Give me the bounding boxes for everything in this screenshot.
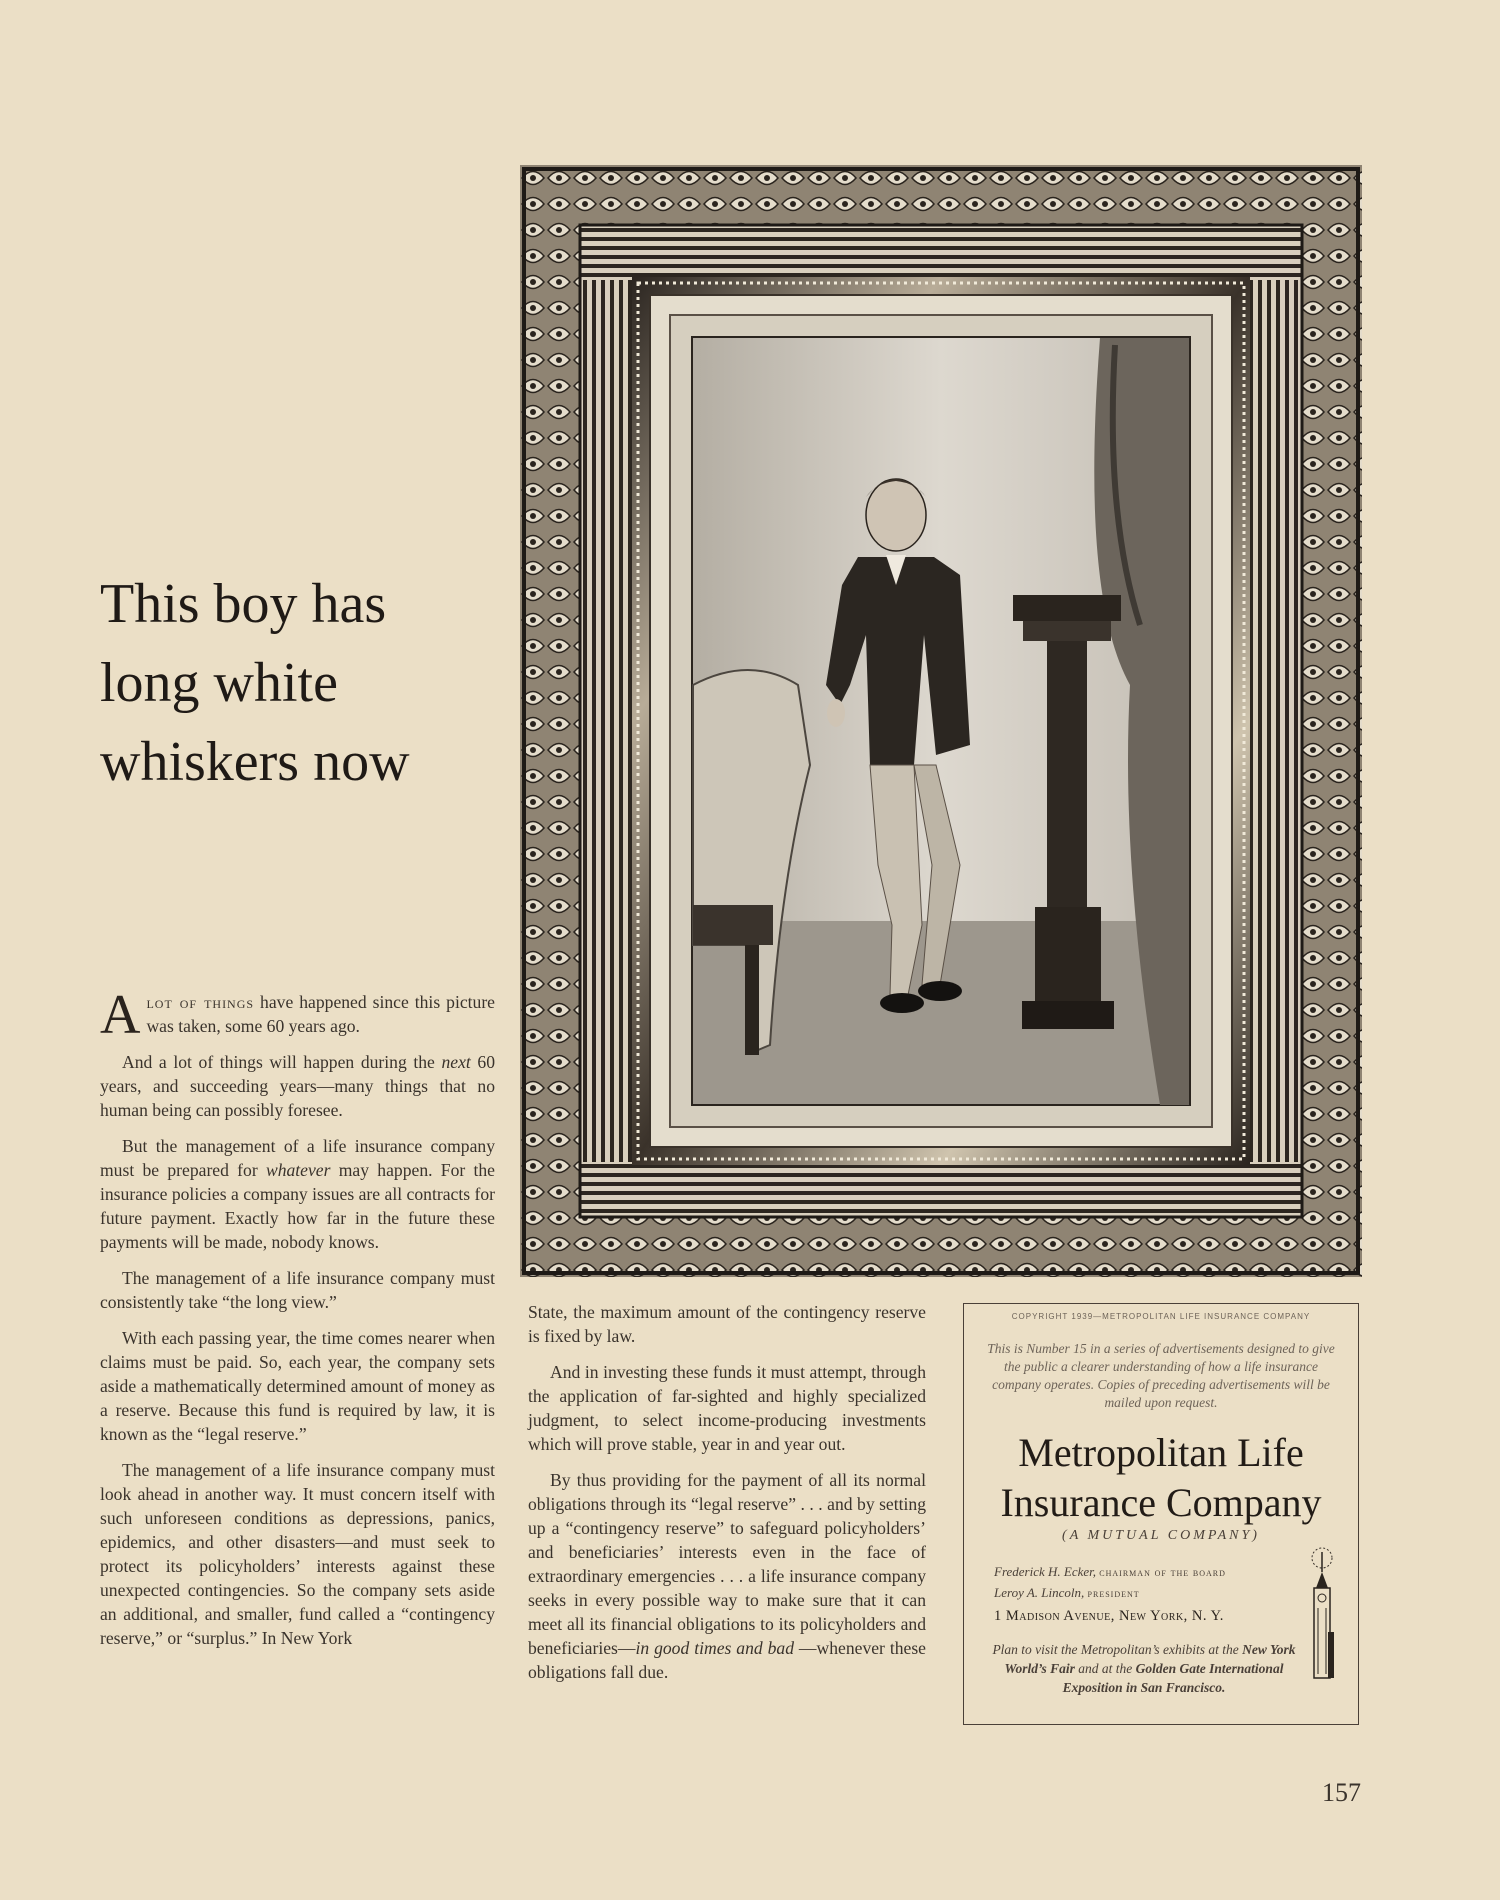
body-paragraph: [100, 1050, 495, 1122]
body-text: have happened since this picture was taken, some 60 years ago.: [146, 992, 495, 1036]
body-paragraph: [100, 984, 495, 1046]
body-text: But the management of a life insurance company must be prepared for: [100, 1136, 495, 1180]
drop-cap: A: [100, 984, 141, 1046]
emphasis: next: [441, 1052, 471, 1072]
chairman-title: chairman of the board: [1099, 1567, 1226, 1579]
company-name-line: Insurance Company: [1000, 1480, 1322, 1525]
fair-invitation: [974, 1640, 1314, 1697]
body-paragraph: The management of a life insurance company must look ahead in another way. It must concern itself with such unforeseen conditions as depressions, panics, epidemics, and other disasters—and must seek to protect its policyholders’ interests against these unexpected contingencies. So the company sets aside an additional, and smaller, fund called a “contingency reserve,” or “surplus.” In New York: [100, 1460, 495, 1648]
chairman-name: Frederick H. Ecker,: [994, 1564, 1097, 1579]
company-address: 1 Madison Avenue, New York, N. Y.: [994, 1608, 1224, 1624]
page-number: 157: [1322, 1778, 1361, 1807]
headline: [100, 565, 500, 802]
tower-logo-icon: [1304, 1542, 1340, 1682]
president-title: president: [1087, 1588, 1140, 1600]
body-column-middle: [528, 1300, 926, 1696]
officers: [994, 1562, 1294, 1604]
copyright-line: COPYRIGHT 1939—METROPOLITAN LIFE INSURANCE COMPANY: [1011, 1312, 1311, 1321]
body-paragraph: With each passing year, the time comes nearer when claims must be paid. So, each year, the company sets aside a mathematically determined amount of money as a reserve. Because this fund is required by law, it is known as the “legal reserve.”: [100, 1328, 495, 1444]
body-paragraph: And in investing these funds it must attempt, through the application of far-sighted and highly specialized judgment, to select income-producing investments which will prove stable, year in and year out.: [528, 1362, 926, 1454]
body-text: And a lot of things will happen during the: [122, 1052, 442, 1072]
body-paragraph: The management of a life insurance company must consistently take “the long view.”: [100, 1268, 495, 1312]
company-name-line: Metropolitan Life: [1018, 1430, 1304, 1475]
emphasis: in good times and bad: [635, 1638, 794, 1658]
body-column-left: [100, 984, 495, 1662]
body-text: —whenever these obligations fall due.: [528, 1638, 926, 1682]
lead-in: lot of things: [146, 992, 255, 1012]
mutual-company-label: (A MUTUAL COMPANY): [1062, 1528, 1260, 1543]
body-paragraph: State, the maximum amount of the contingency reserve is fixed by law.: [528, 1302, 926, 1346]
body-text: 60 years, and succeeding years—many things that no human being can possibly foresee.: [100, 1052, 495, 1120]
body-text: By thus providing for the payment of all its normal obligations through its “legal reserve” . . . and by setting up a “contingency reserve” to safeguard policyholders’ and beneficiaries’ interests even in the face of extraordinary emergencies . . . a life insurance company seeks in every possible way to make sure that it can meet all its financial obligations to its policyholders and beneficiaries—: [528, 1470, 926, 1658]
headline-line: whiskers now: [100, 731, 410, 793]
president-name: Leroy A. Lincoln,: [994, 1585, 1085, 1600]
series-note: This is Number 15 in a series of advertisements designed to give the public a clearer understanding of how a life insurance company operates. Copies of preceding advertisements will be mailed upon request.: [987, 1341, 1335, 1410]
body-text: may happen. For the insurance policies a company issues are all contracts for future payment. Exactly how far in the future these payments will be made, nobody knows.: [100, 1160, 495, 1252]
headline-line: long white: [100, 652, 338, 714]
framed-portrait: [520, 165, 1362, 1277]
headline-line: This boy has: [100, 573, 387, 635]
exposition-name: Golden Gate International Exposition in San Francisco.: [1062, 1661, 1284, 1695]
body-paragraph: [100, 1134, 495, 1254]
fair-text: and at the: [1074, 1661, 1136, 1676]
fair-text: Plan to visit the Metropolitan’s exhibits at the: [992, 1642, 1243, 1657]
company-name: [964, 1428, 1358, 1528]
fair-name: New York World’s Fair: [1004, 1642, 1296, 1676]
company-signature-box: [963, 1303, 1359, 1725]
body-paragraph: [528, 1468, 926, 1684]
emphasis: whatever: [265, 1160, 331, 1180]
